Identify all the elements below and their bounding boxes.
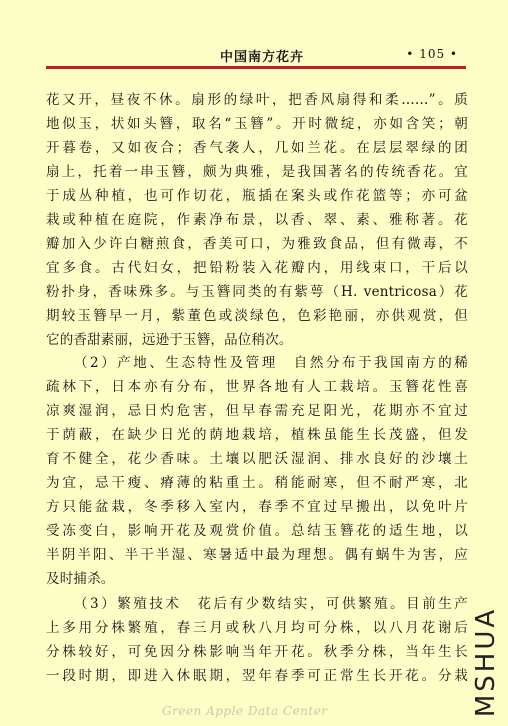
text-line: 疏林下，日本亦有分布，世界各地有人工栽培。玉簪花性喜 (46, 379, 468, 395)
text-line: 瓣加入少许白糖煎食，香美可口，为雅致食品，但有微毒，不 (46, 236, 468, 252)
text-line: 一段时期，即进入休眠期，翌年春季可正常生长开花。分栽 (46, 668, 468, 684)
text-line: 期较玉簪早一月，紫董色或淡绿色，色彩艳丽，亦供观赏，但 (46, 308, 468, 324)
text-line: 栽或种植在庭院，作素净布景，以香、翠、素、雅称著。花 (46, 212, 468, 228)
text-line: 于成丛种植，也可作切花，瓶插在案头或作花篮等；亦可盆 (46, 188, 468, 204)
text-line: 它的香甜素丽，远逊于玉簪，品位稍次。 (46, 332, 293, 348)
text-line: 受冻变白，影响开花及观赏价值。总结玉簪花的适生地，以 (46, 523, 468, 539)
text-line: 花又开，昼夜不休。扇形的绿叶，把香风扇得和柔……”。质 (46, 92, 468, 108)
text-line: 及时捕杀。 (46, 571, 115, 587)
text-line: 凉爽湿润，忌日灼危害，但早春需充足阳光，花期亦不宜过 (46, 403, 468, 419)
text-line: 开暮卷，又如夜合；香气袭人，几如兰花。在层层翠绿的团 (46, 140, 468, 156)
text-line: 方只能盆栽，冬季移入室内，春季不宜过早搬出，以免叶片 (46, 499, 468, 515)
side-watermark-text: MSHUA (471, 606, 501, 718)
page-number: • 105 • (406, 47, 458, 61)
text-line: 育不健全，花少香味。土壤以肥沃湿润、排水良好的沙壤土 (46, 451, 468, 467)
section-heading-line: （3）繁殖技术 花后有少数结实，可供繁殖。目前生产 (74, 596, 468, 612)
text-line: 地似玉，状如头簪，取名“玉簪”。开时微绽，亦如含笑；朝 (46, 116, 468, 132)
header-rule (46, 66, 466, 69)
text-line: 粉扑身，香味殊多。与玉簪同类的有紫萼（H. ventricosa）花 (46, 284, 468, 300)
running-header (46, 46, 466, 66)
text-line: 扇上，托着一串玉簪，颇为典雅，是我国著名的传统香花。宜 (46, 164, 468, 180)
text-line: 宜多食。古代妇女，把铅粉装入花瓣内，用线束口，干后以 (46, 260, 468, 276)
text-line: 半阴半阳、半干半湿、寒暑适中最为理想。偶有蜗牛为害，应 (46, 547, 468, 563)
footer-watermark: Green Apple Data Center (162, 704, 328, 718)
book-title: 中国南方花卉 (220, 50, 305, 65)
text-line: 上多用分株繁殖，春三月或秋八月均可分株，以八月花谢后 (46, 620, 468, 636)
text-line: 于荫蔽，在缺少日光的荫地栽培，植株虽能生长茂盛，但发 (46, 427, 468, 443)
text-line: 为宜，忌干瘦、瘠薄的粘重土。稍能耐寒，但不耐严寒，北 (46, 475, 468, 491)
side-watermark (468, 606, 504, 718)
section-heading-line: （2）产地、生态特性及管理 自然分布于我国南方的稀 (74, 355, 468, 371)
text-line: 分株较好，可免因分株影响当年开花。秋季分株，当年生长 (46, 644, 468, 660)
